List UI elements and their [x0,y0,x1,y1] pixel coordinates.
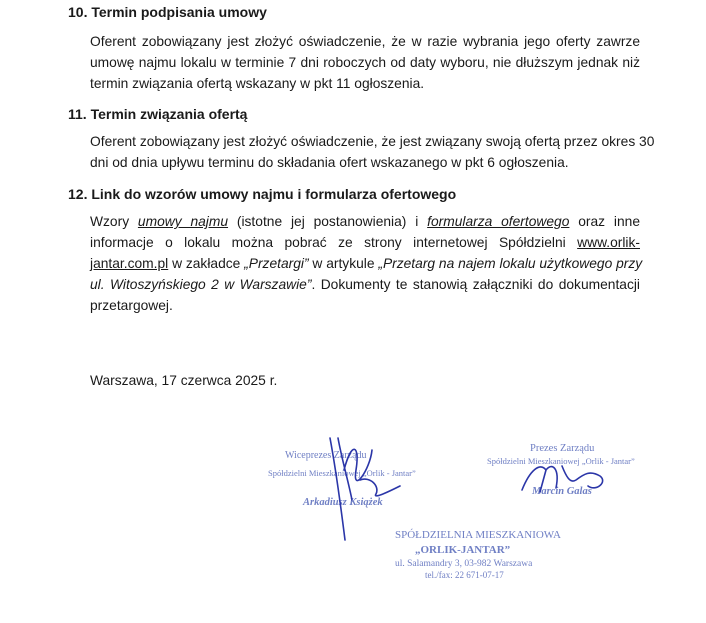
text-segment: w artykule [308,256,379,271]
text-segment: w zakładce [168,256,245,271]
company-stamp-name: SPÓŁDZIELNIA MIESZKANIOWA [395,529,561,541]
section-10-line-3: termin związania ofertą wskazany w pkt 11 ogłoszenia. [90,76,425,91]
text-segment: . Dokumenty te stanowią załączniki do dokumentacji [311,277,640,292]
section-12-heading: 12. Link do wzorów umowy najmu i formularza ofertowego [68,186,457,202]
website-link-continued[interactable]: jantar.com.pl [90,256,169,271]
left-stamp-org: Spółdzielni Mieszkaniowej „Orlik - Jantar” [268,468,416,478]
website-link[interactable]: www.orlik- [577,235,640,250]
left-stamp-name: Arkadiusz Książek [303,497,383,508]
section-10-heading: 10. Termin podpisania umowy [68,4,267,20]
section-11-line-2: dni od dnia upływu terminu do składania ofert wskazanego w pkt 6 ogłoszenia. [90,155,569,170]
text-segment: oraz inne [569,214,640,229]
left-stamp-title: Wiceprezes Zarządu [285,450,367,461]
section-11-line-1: Oferent zobowiązany jest złożyć oświadczenie, że jest związany swoją ofertą przez okres 30 [90,134,655,149]
offer-form-link[interactable]: formularza ofertowego [427,214,570,229]
lease-agreement-link[interactable]: umowy najmu [137,214,229,229]
date-place-line: Warszawa, 17 czerwca 2025 r. [90,373,278,388]
article-title: „Przetarg na najem lokalu użytkowego przy [378,256,643,271]
company-stamp-address: ul. Salamandry 3, 03-982 Warszawa [395,559,533,569]
company-stamp [395,529,561,580]
article-title-continued: ul. Witoszyńskiego 2 w Warszawie” [90,277,312,292]
company-stamp-name-2: „ORLIK-JANTAR” [415,544,511,556]
right-officer-stamp [487,443,635,497]
right-stamp-title: Prezes Zarządu [530,443,595,454]
section-11-heading: 11. Termin związania ofertą [68,106,248,122]
right-stamp-org: Spółdzielni Mieszkaniowej „Orlik - Jantar” [487,456,635,466]
tab-name: „Przetargi” [244,256,309,271]
section-10-line-1: Oferent zobowiązany jest złożyć oświadczenie, że w razie wybrania jego oferty zawrze [90,34,640,49]
section-12-line-5: przetargowej. [90,298,173,313]
section-10-line-2: umowę najmu lokalu w terminie 7 dni roboczych od daty wyboru, nie dłuższym jednak niż [90,55,640,70]
company-stamp-phone: tel./fax: 22 671-07-17 [425,570,504,580]
text-segment: informacje o lokalu można pobrać ze strony internetowej Spółdzielni [90,235,578,250]
text-segment: (istotne jej postanowienia) i [228,214,428,229]
text-segment: Wzory [90,214,138,229]
right-stamp-name: Marcin Galas [532,486,592,497]
